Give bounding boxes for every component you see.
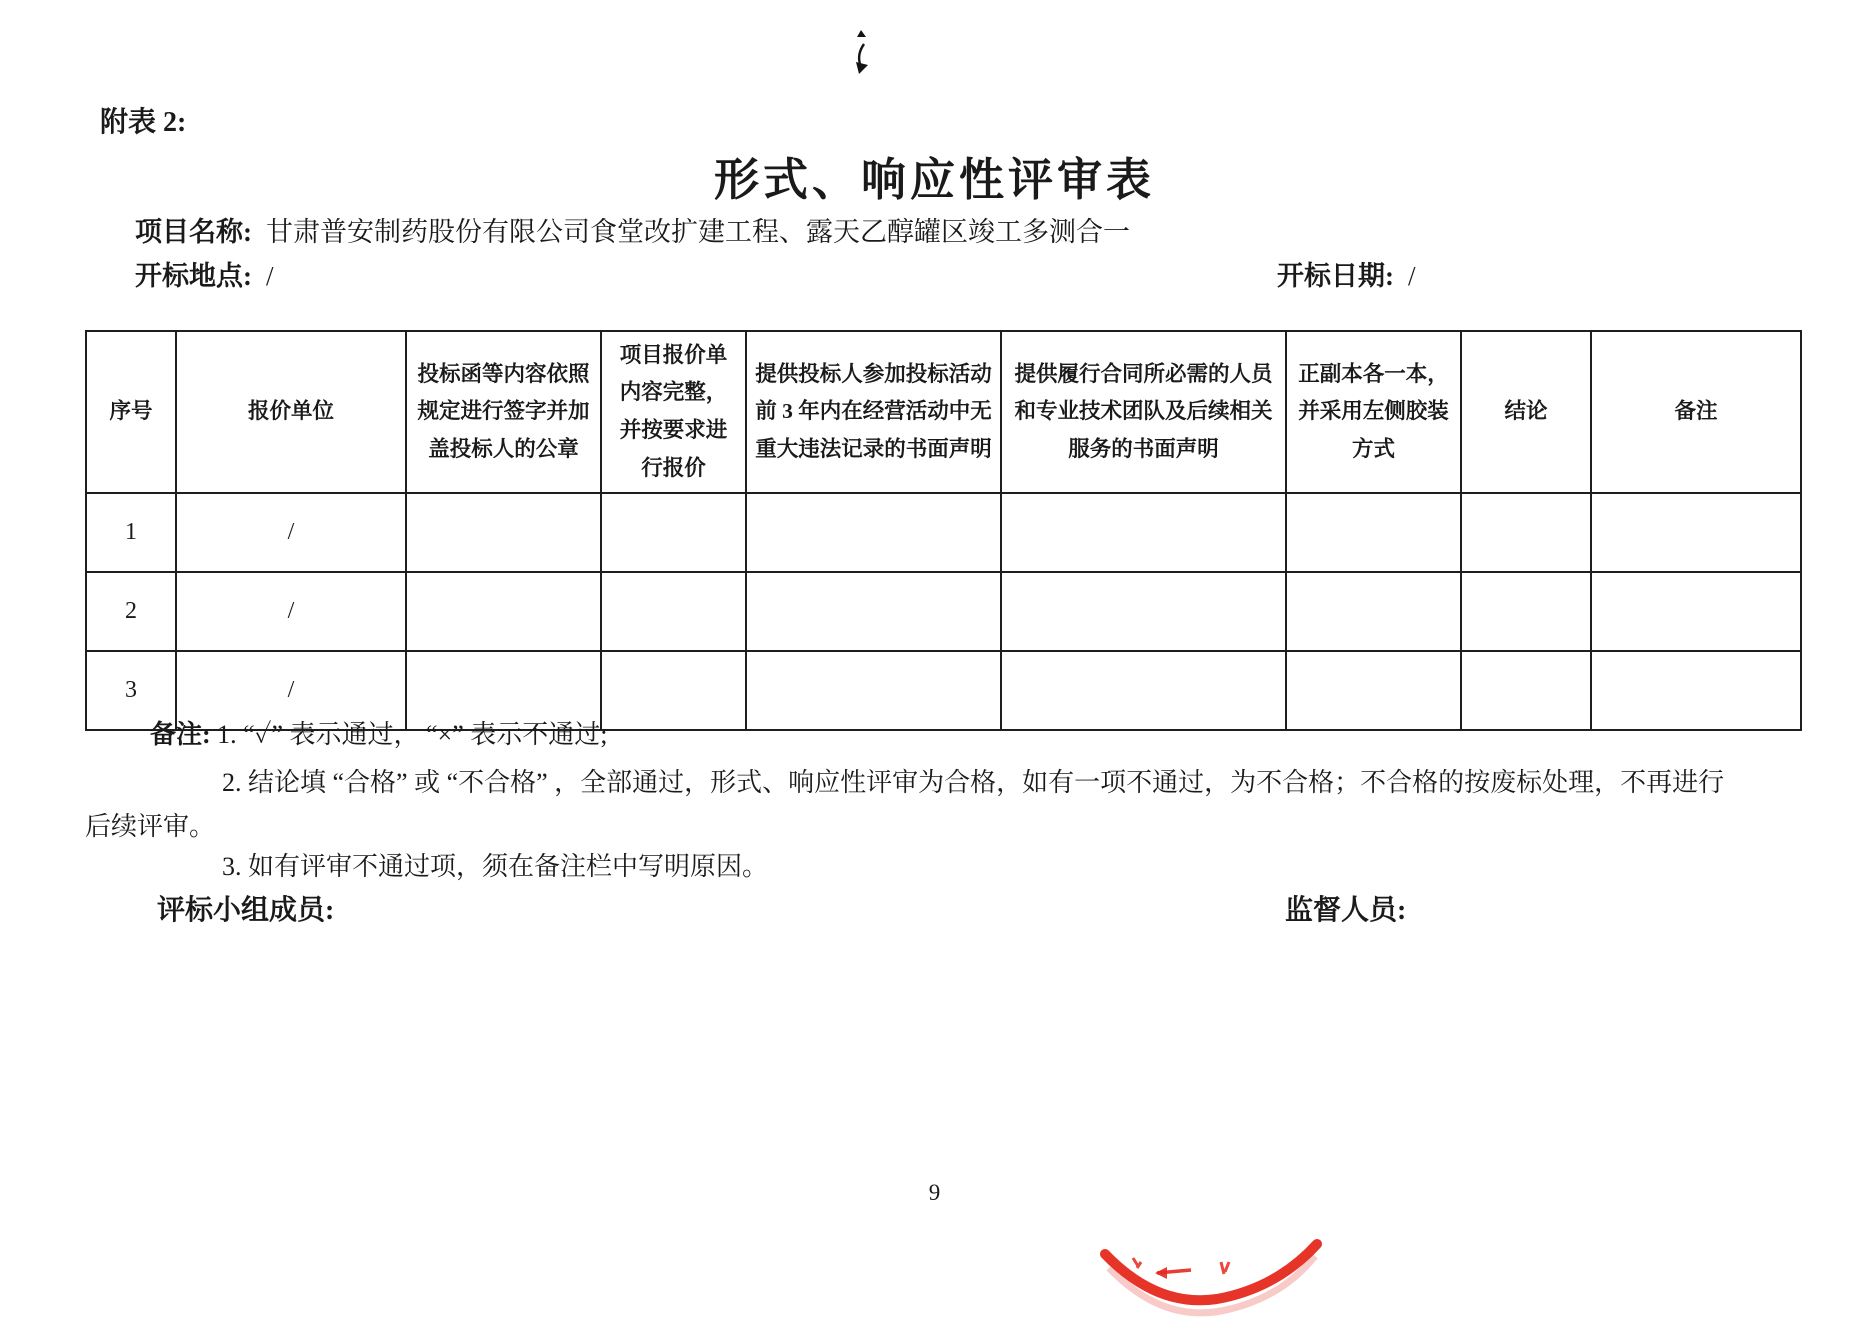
- project-name-label: 项目名称:: [135, 217, 252, 247]
- table-row: [86, 572, 1801, 651]
- cell-unit: /: [176, 572, 406, 651]
- bid-location-value: /: [266, 261, 274, 291]
- table-header-row: [86, 331, 1801, 493]
- cell-seq: 3: [86, 651, 176, 730]
- project-name-line: [135, 210, 1130, 249]
- cell-conclusion: [1461, 572, 1591, 651]
- cell-seq: 2: [86, 572, 176, 651]
- evaluation-team-label: 评标小组成员:: [157, 895, 335, 926]
- header-quoting-unit: 报价单位: [176, 331, 406, 493]
- cell-empty: [746, 493, 1001, 572]
- cell-remark: [1591, 651, 1801, 730]
- note-line-2: 2. 结论填 “合格” 或 “不合格” ，全部通过，形式、响应性评审为合格，如有一项不通过，为不合格；不合格的按废标处理，不再进行: [222, 768, 1725, 797]
- cell-seq: 1: [86, 493, 176, 572]
- header-personnel-declaration: 提供履行合同所必需的人员和专业技术团队及后续相关服务的书面声明: [1001, 331, 1286, 493]
- review-table: [85, 330, 1802, 731]
- cell-empty: [1286, 651, 1461, 730]
- page-title: 形式、响应性评审表: [713, 155, 1155, 205]
- cell-empty: [1001, 493, 1286, 572]
- notes-label: 备注:: [150, 720, 211, 749]
- note-line-3: 3. 如有评审不通过项，须在备注栏中写明原因。: [222, 852, 769, 881]
- table-row: [86, 493, 1801, 572]
- cell-remark: [1591, 572, 1801, 651]
- bid-date-value: /: [1408, 261, 1416, 291]
- header-bid-letter-signed-sealed: 投标函等内容依照规定进行签字并加盖投标人的公章: [406, 331, 601, 493]
- header-remarks: 备注: [1591, 331, 1801, 493]
- cell-empty: [601, 651, 746, 730]
- header-seq-no: 序号: [86, 331, 176, 493]
- header-conclusion: 结论: [1461, 331, 1591, 493]
- cell-empty: [1001, 651, 1286, 730]
- cell-empty: [746, 572, 1001, 651]
- project-name-value: 甘肃普安制药股份有限公司食堂改扩建工程、露天乙醇罐区竣工多测合一: [266, 217, 1130, 247]
- cell-conclusion: [1461, 493, 1591, 572]
- bid-date-line: [1277, 254, 1416, 293]
- cell-conclusion: [1461, 651, 1591, 730]
- bid-location-label: 开标地点:: [135, 261, 252, 291]
- note-line-1: [150, 714, 608, 751]
- cell-empty: [1286, 493, 1461, 572]
- cell-unit: /: [176, 651, 406, 730]
- header-binding-method: 正副本各一本，并采用左侧胶装方式: [1286, 331, 1461, 493]
- cell-empty: [746, 651, 1001, 730]
- cell-empty: [601, 493, 746, 572]
- squiggle-icon: [848, 28, 874, 80]
- red-seal-stamp: [1093, 1238, 1325, 1322]
- cell-empty: [1286, 572, 1461, 651]
- ink-squiggle-mark: [848, 28, 874, 85]
- header-no-major-violations: 提供投标人参加投标活动前 3 年内在经营活动中无重大违法记录的书面声明: [746, 331, 1001, 493]
- bid-location-line: [135, 254, 274, 293]
- cell-empty: [406, 572, 601, 651]
- attachment-label: 附表 2:: [100, 107, 187, 138]
- supervisor-label: 监督人员:: [1285, 895, 1407, 926]
- header-quote-complete: 项目报价单内容完整，并按要求进行报价: [601, 331, 746, 493]
- note-1-text: 1. “✓” 表示通过， “×” 表示不通过;: [217, 720, 608, 749]
- cell-empty: [406, 493, 601, 572]
- bid-date-label: 开标日期:: [1277, 261, 1394, 291]
- cell-remark: [1591, 493, 1801, 572]
- cell-empty: [1001, 572, 1286, 651]
- page-number: 9: [928, 1180, 941, 1205]
- seal-arc-icon: [1093, 1238, 1325, 1320]
- cell-empty: [601, 572, 746, 651]
- note-line-2-continuation: 后续评审。: [85, 812, 216, 841]
- cell-unit: /: [176, 493, 406, 572]
